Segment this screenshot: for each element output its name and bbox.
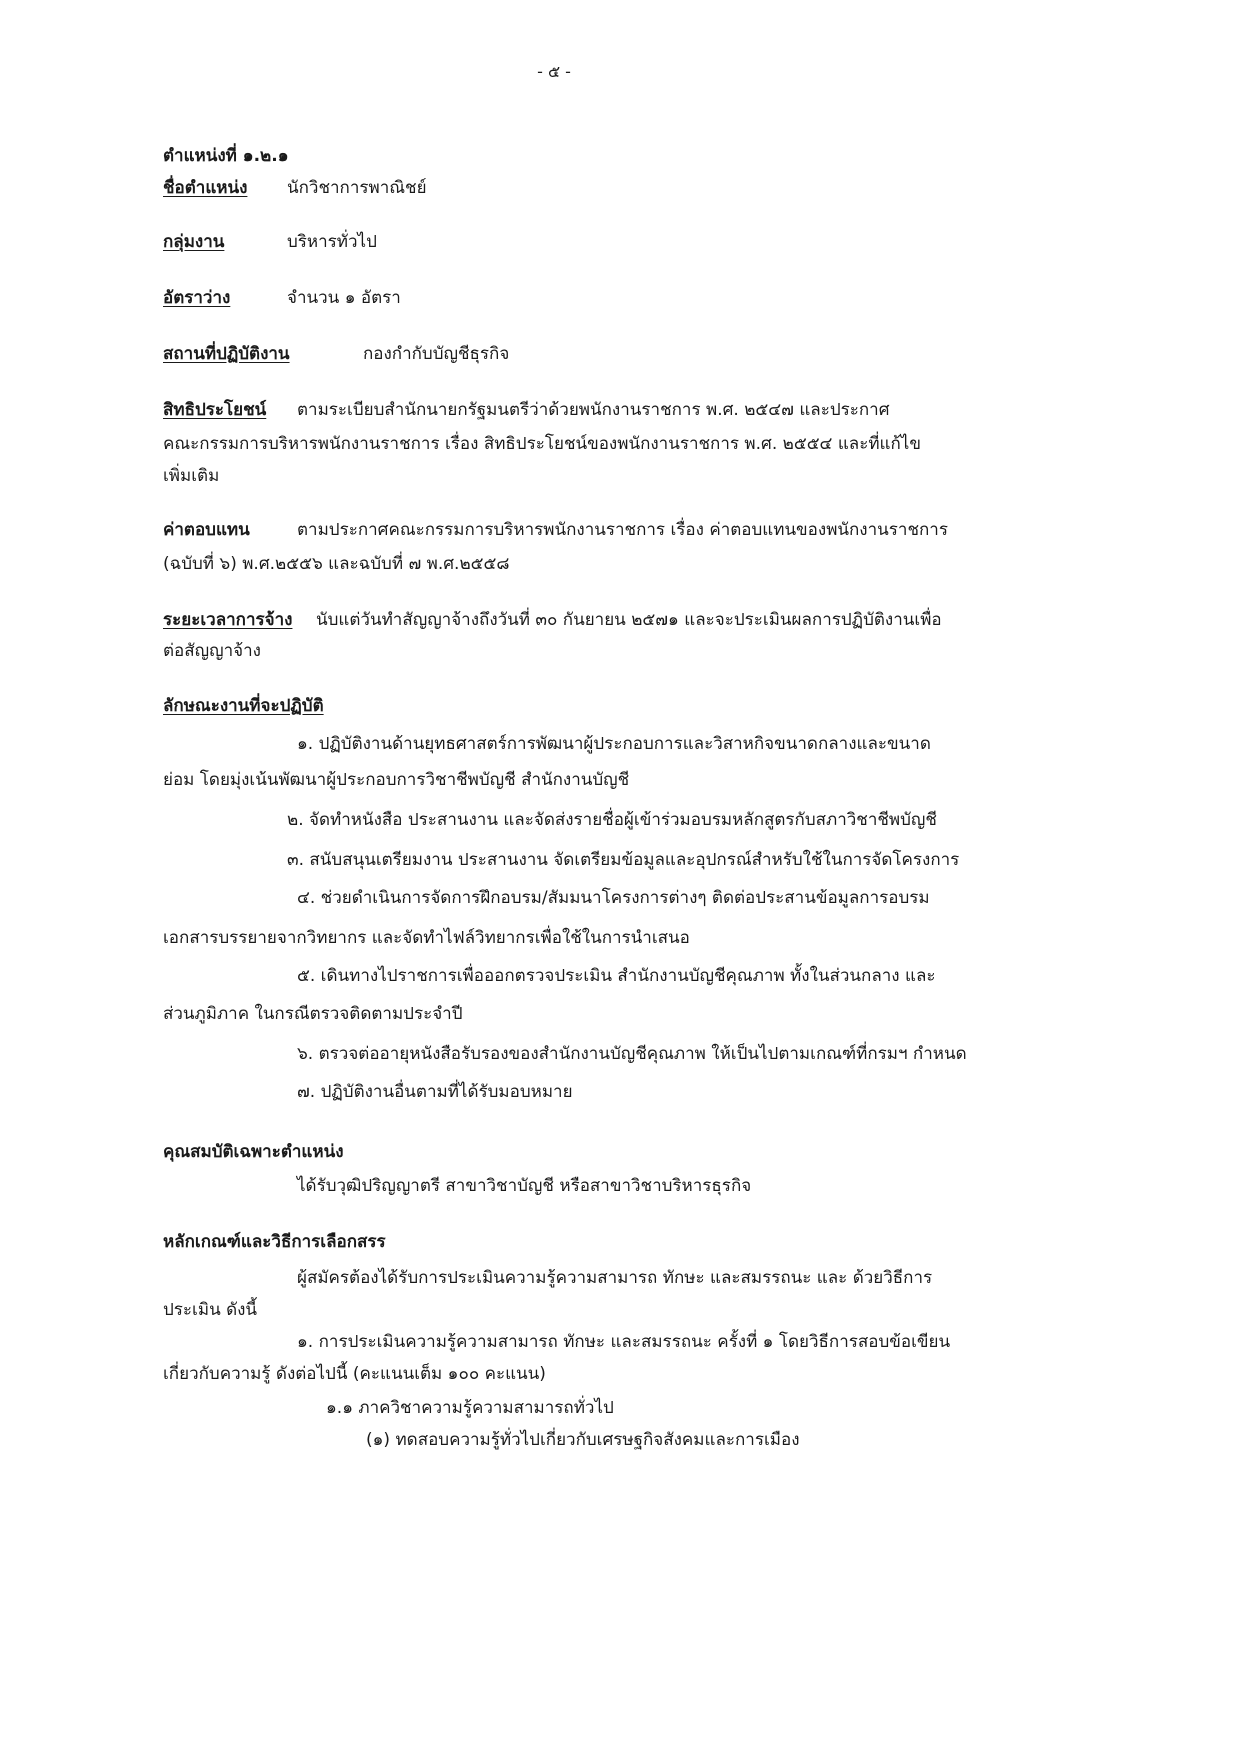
work-group-value: บริหารทั่วไป (287, 232, 377, 252)
vacancies-label: อัตราว่าง (163, 288, 231, 308)
duty-line-1: ๑. ปฏิบัติงานด้านยุทธศาสตร์การพัฒนาผู้ประกอบการและวิสาหกิจขนาดกลางและขนาด (297, 734, 931, 754)
compensation-line-1: ตามประกาศคณะกรรมการบริหารพนักงานราชการ เรื่อง ค่าตอบแทนของพนักงานราชการ (297, 520, 948, 540)
vacancies-value: จำนวน ๑ อัตรา (287, 288, 401, 308)
duty-line-9: ๖. ตรวจต่ออายุหนังสือรับรองของสำนักงานบัญชีคุณภาพ ให้เป็นไปตามเกณฑ์ที่กรมฯ กำหนด (297, 1044, 967, 1064)
selection-line-5: ๑.๑ ภาควิชาความรู้ความสามารถทั่วไป (326, 1398, 614, 1418)
selection-line-2: ประเมิน ดังนี้ (163, 1300, 258, 1320)
duty-line-8: ส่วนภูมิภาค ในกรณีตรวจติดตามประจำปี (163, 1004, 463, 1024)
work-group-label: กลุ่มงาน (163, 232, 225, 252)
duty-line-10: ๗. ปฏิบัติงานอื่นตามที่ได้รับมอบหมาย (297, 1082, 573, 1102)
position-number: ตำแหน่งที่ ๑.๒.๑ (163, 146, 289, 166)
benefits-line-1: ตามระเบียบสำนักนายกรัฐมนตรีว่าด้วยพนักงานราชการ พ.ศ. ๒๕๔๗ และประกาศ (297, 400, 890, 420)
selection-line-3: ๑. การประเมินความรู้ความสามารถ ทักษะ และสมรรถนะ ครั้งที่ ๑ โดยวิธีการสอบข้อเขียน (297, 1332, 951, 1352)
position-name-value: นักวิชาการพาณิชย์ (287, 178, 427, 198)
benefits-label: สิทธิประโยชน์ (163, 400, 267, 420)
benefits-line-3: เพิ่มเติม (163, 466, 220, 486)
qualifications-heading: คุณสมบัติเฉพาะตำแหน่ง (163, 1142, 344, 1162)
duty-line-6: เอกสารบรรยายจากวิทยากร และจัดทำไฟล์วิทยากรเพื่อใช้ในการนำเสนอ (163, 928, 690, 948)
duty-line-4: ๓. สนับสนุนเตรียมงาน ประสานงาน จัดเตรียมข้อมูลและอุปกรณ์สำหรับใช้ในการจัดโครงการ (287, 850, 960, 870)
selection-line-6: (๑) ทดสอบความรู้ทั่วไปเกี่ยวกับเศรษฐกิจสังคมและการเมือง (366, 1430, 800, 1450)
compensation-label: ค่าตอบแทน (163, 520, 250, 540)
duty-line-3: ๒. จัดทำหนังสือ ประสานงาน และจัดส่งรายชื่อผู้เข้าร่วมอบรมหลักสูตรกับสภาวิชาชีพบัญชี (287, 810, 937, 830)
duty-line-2: ย่อม โดยมุ่งเน้นพัฒนาผู้ประกอบการวิชาชีพบัญชี สำนักงานบัญชี (163, 770, 630, 790)
employment-period-label: ระยะเวลาการจ้าง (163, 610, 293, 630)
employment-period-line-1: นับแต่วันทำสัญญาจ้างถึงวันที่ ๓๐ กันยายน ๒๕๗๑ และจะประเมินผลการปฏิบัติงานเพื่อ (316, 610, 942, 630)
compensation-line-2: (ฉบับที่ ๖) พ.ศ.๒๕๕๖ และฉบับที่ ๗ พ.ศ.๒๕๕๘ (163, 554, 510, 574)
employment-period-line-2: ต่อสัญญาจ้าง (163, 641, 261, 661)
selection-line-4: เกี่ยวกับความรู้ ดังต่อไปนี้ (คะแนนเต็ม ๑๐๐ คะแนน) (163, 1364, 546, 1384)
benefits-line-2: คณะกรรมการบริหารพนักงานราชการ เรื่อง สิทธิประโยชน์ของพนักงานราชการ พ.ศ. ๒๕๕๔ และที่แก้ไข (163, 434, 921, 454)
position-name-label: ชื่อตำแหน่ง (163, 178, 248, 198)
workplace-label: สถานที่ปฏิบัติงาน (163, 344, 290, 364)
selection-heading: หลักเกณฑ์และวิธีการเลือกสรร (163, 1232, 386, 1252)
duty-line-7: ๕. เดินทางไปราชการเพื่อออกตรวจประเมิน สำนักงานบัญชีคุณภาพ ทั้งในส่วนกลาง และ (297, 966, 936, 986)
duties-heading: ลักษณะงานที่จะปฏิบัติ (163, 696, 324, 716)
selection-line-1: ผู้สมัครต้องได้รับการประเมินความรู้ความสามารถ ทักษะ และสมรรถนะ และ ด้วยวิธีการ (297, 1268, 933, 1288)
workplace-value: กองกำกับบัญชีธุรกิจ (363, 344, 510, 364)
qualifications-text: ได้รับวุฒิปริญญาตรี สาขาวิชาบัญชี หรือสาขาวิชาบริหารธุรกิจ (297, 1176, 752, 1196)
duty-line-5: ๔. ช่วยดำเนินการจัดการฝึกอบรม/สัมมนาโครงการต่างๆ ติดต่อประสานข้อมูลการอบรม (297, 888, 930, 908)
page-number: - ๕ - (537, 62, 571, 81)
